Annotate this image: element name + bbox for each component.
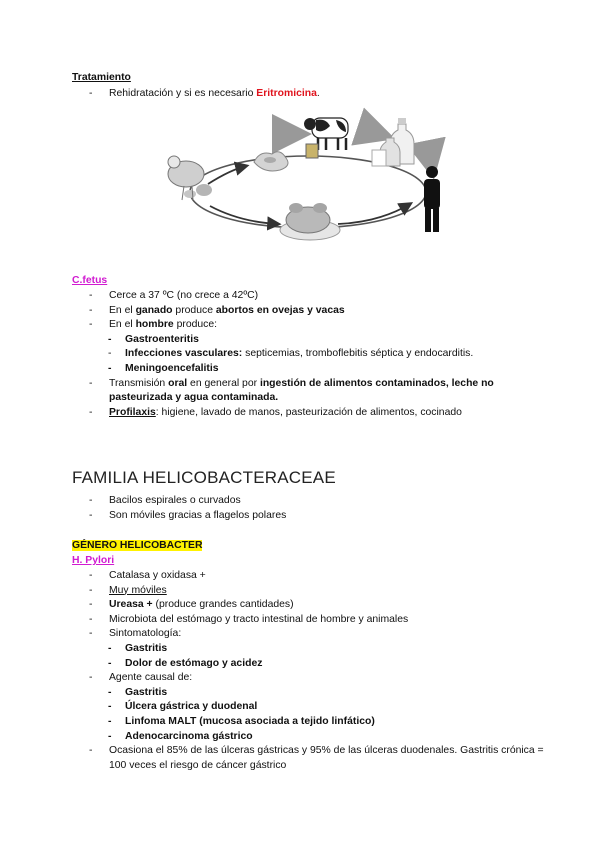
list-item: - Microbiota del estómago y tracto intestinal de hombre y animales (89, 613, 559, 628)
list-item (89, 671, 559, 744)
item-text: En el (109, 319, 136, 331)
arrow-icon (208, 166, 246, 184)
item-text: ganado (135, 304, 173, 316)
item-text: ingestión de alimentos contaminados, leche no pasteurizada y agua contaminada. (109, 377, 494, 404)
sublist-item: - Úlcera gástrica y duodenal (89, 700, 559, 715)
genero-heading (72, 540, 202, 551)
item-text: Sintomatología: (109, 628, 182, 640)
list-item (89, 598, 559, 613)
familia-list (89, 494, 559, 523)
list-item (89, 304, 559, 319)
item-text: oral (168, 377, 188, 389)
sublist-item: - Adenocarcinoma gástrico (89, 730, 559, 745)
helicobacter-list (89, 569, 559, 773)
drug-name: Eritromicina (256, 88, 317, 99)
sublist-item: - Gastritis (89, 642, 559, 657)
item-text: Infecciones vasculares: (125, 348, 243, 360)
list-item (89, 406, 559, 421)
manure-icon (254, 152, 288, 171)
list-item: - Muy móviles (89, 584, 559, 599)
item-text: : higiene, lavado de manos, pasteurización de alimentos, cocinado (155, 406, 462, 418)
item-text: Rehidratación y si es necesario (109, 88, 257, 99)
cow-icon (304, 118, 348, 158)
list-item: - Son móviles gracias a flagelos polares (89, 509, 559, 524)
poultry-icon (168, 156, 212, 200)
list-item (89, 87, 559, 102)
list-item: - Ocasiona el 85% de las úlceras gástricas y 95% de las úlceras duodenales. Gastritis crónica = 100 veces el riesgo de cáncer gástrico (89, 744, 559, 773)
sublist-item: - Meningoencefalitis (89, 362, 559, 377)
roast-chicken-icon (280, 203, 340, 240)
item-text: produce (172, 304, 216, 316)
sublist-item: - Gastroenteritis (89, 333, 559, 348)
tratamiento-heading: Tratamiento (72, 72, 131, 83)
familia-title: FAMILIA HELICOBACTERACEAE (72, 468, 336, 487)
list-item: - Catalasa y oxidasa + (89, 569, 559, 584)
list-item (89, 289, 559, 304)
item-text: Profilaxis (109, 406, 156, 418)
sublist-item: - Linfoma MALT (mucosa asociada a tejido linfático) (89, 715, 559, 730)
item-text: Transmisión (109, 377, 169, 389)
tratamiento-list (89, 87, 559, 102)
person-icon (424, 166, 440, 232)
arrow-icon (364, 135, 386, 140)
sublist (89, 686, 559, 744)
sublist (89, 642, 559, 671)
item-text: . (316, 88, 320, 99)
item-text: en general por (187, 377, 260, 389)
cfetus-list (89, 289, 559, 420)
species-heading: H. Pylori (72, 555, 115, 566)
item-text: Ureasa + (109, 599, 153, 611)
item-text: Cerce a 37 ºC (no crece a 42ºC) (109, 290, 259, 301)
sublist (89, 333, 559, 377)
item-text: abortos en ovejas y vacas (215, 304, 345, 316)
milk-bottles-icon (372, 118, 414, 166)
sublist-item: - Gastritis (89, 686, 559, 701)
arrow-icon (278, 134, 302, 146)
item-text: hombre (135, 319, 174, 331)
item-text: produce: (173, 319, 218, 331)
highlighted-heading: GÉNERO HELICOBACTER (72, 540, 203, 551)
sublist-item: - Dolor de estómago y acidez (89, 657, 559, 672)
item-text: Agente causal de: (109, 672, 193, 684)
item-text: En el (109, 304, 136, 316)
sublist-item (89, 347, 559, 362)
item-text: septicemias, tromboflebitis séptica y endocarditis. (242, 348, 474, 360)
transmission-cycle-illustration (160, 104, 450, 254)
list-item: - Bacilos espirales o curvados (89, 494, 559, 509)
list-item (89, 377, 559, 406)
item-text: (produce grandes cantidades) (152, 599, 294, 611)
list-item (89, 318, 559, 376)
list-item (89, 627, 559, 671)
cfetus-heading: C.fetus (72, 275, 108, 286)
arrow-icon (210, 206, 278, 224)
